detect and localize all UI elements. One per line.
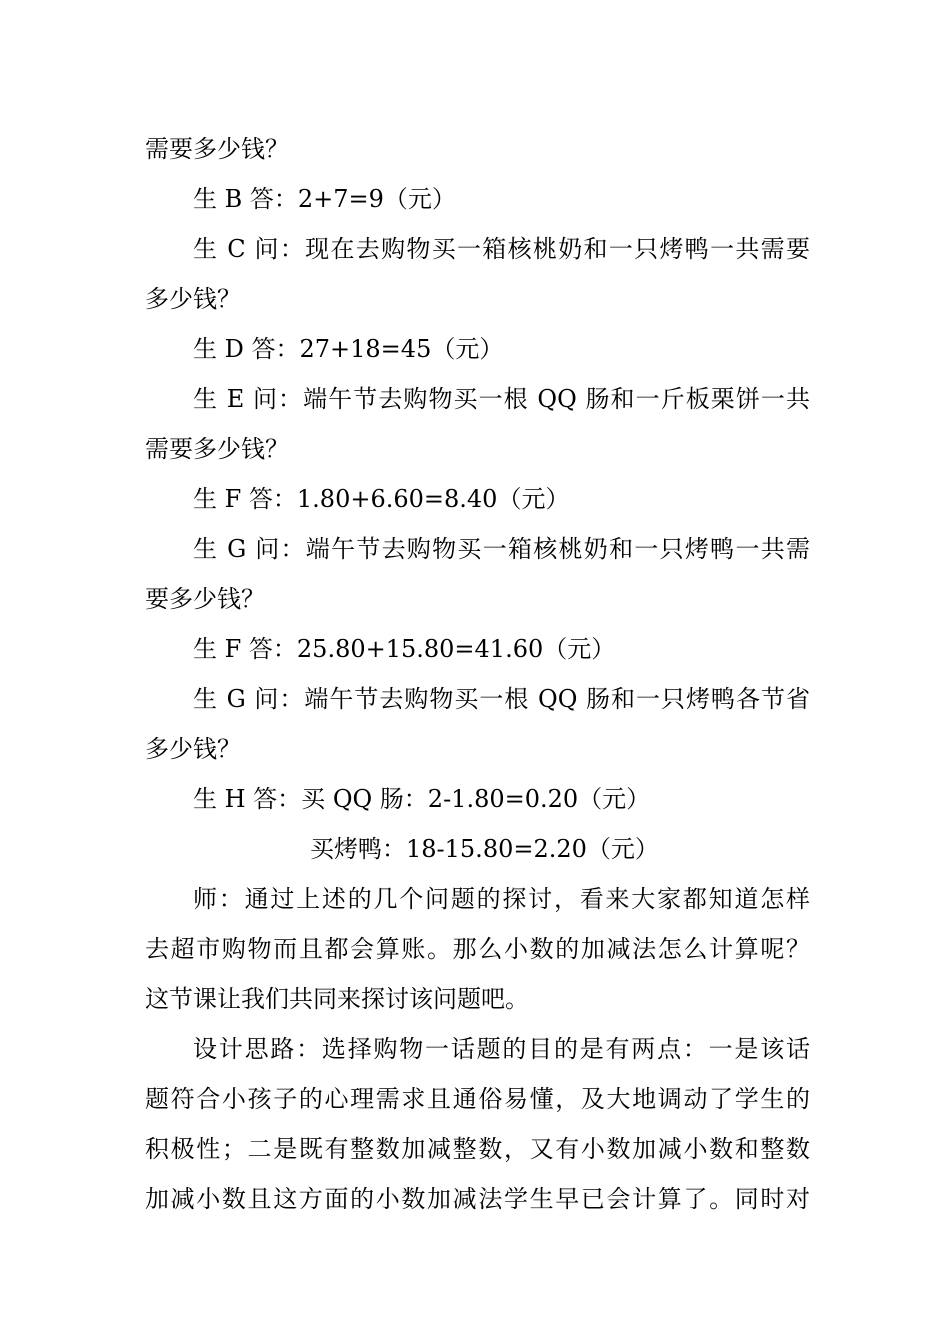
text-line: 多少钱？ (145, 735, 241, 763)
text-line: 需要多少钱？ (145, 135, 289, 163)
text-line: 生 G 问：端午节去购物买一根 QQ 肠和一只烤鸭各节省 (193, 685, 810, 713)
text-line: 生 D 答：27+18=45（元） (193, 335, 504, 363)
text-line: 加减小数且这方面的小数加减法学生早已会计算了。同时对 (145, 1185, 810, 1213)
text-line: 这节课让我们共同来探讨该问题吧。 (145, 985, 529, 1013)
text-line: 生 H 答：买 QQ 肠：2-1.80=0.20（元） (193, 785, 651, 813)
text-line: 多少钱？ (145, 285, 241, 313)
text-line: 设计思路：选择购物一话题的目的是有两点：一是该话 (193, 1035, 810, 1063)
text-line: 生 F 答：1.80+6.60=8.40（元） (193, 485, 570, 513)
text-line: 买烤鸭：18-15.80=2.20（元） (310, 835, 659, 863)
text-line: 要多少钱？ (145, 585, 265, 613)
text-line: 生 F 答：25.80+15.80=41.60（元） (193, 635, 616, 663)
text-line: 生 G 问：端午节去购物买一箱核桃奶和一只烤鸭一共需 (193, 535, 810, 563)
text-line: 去超市购物而且都会算账。那么小数的加减法怎么计算呢？ (145, 935, 810, 963)
text-line: 题符合小孩子的心理需求且通俗易懂，及大地调动了学生的 (145, 1085, 810, 1113)
text-line: 师：通过上述的几个问题的探讨，看来大家都知道怎样 (193, 885, 810, 913)
text-line: 生 E 问：端午节去购物买一根 QQ 肠和一斤板栗饼一共 (193, 385, 810, 413)
document-body (145, 124, 810, 1224)
text-line: 生 B 答：2+7=9（元） (193, 185, 456, 213)
text-line: 生 C 问：现在去购物买一箱核桃奶和一只烤鸭一共需要 (193, 235, 810, 263)
text-line: 积极性；二是既有整数加减整数，又有小数加减小数和整数 (145, 1135, 810, 1163)
text-line: 需要多少钱？ (145, 435, 289, 463)
